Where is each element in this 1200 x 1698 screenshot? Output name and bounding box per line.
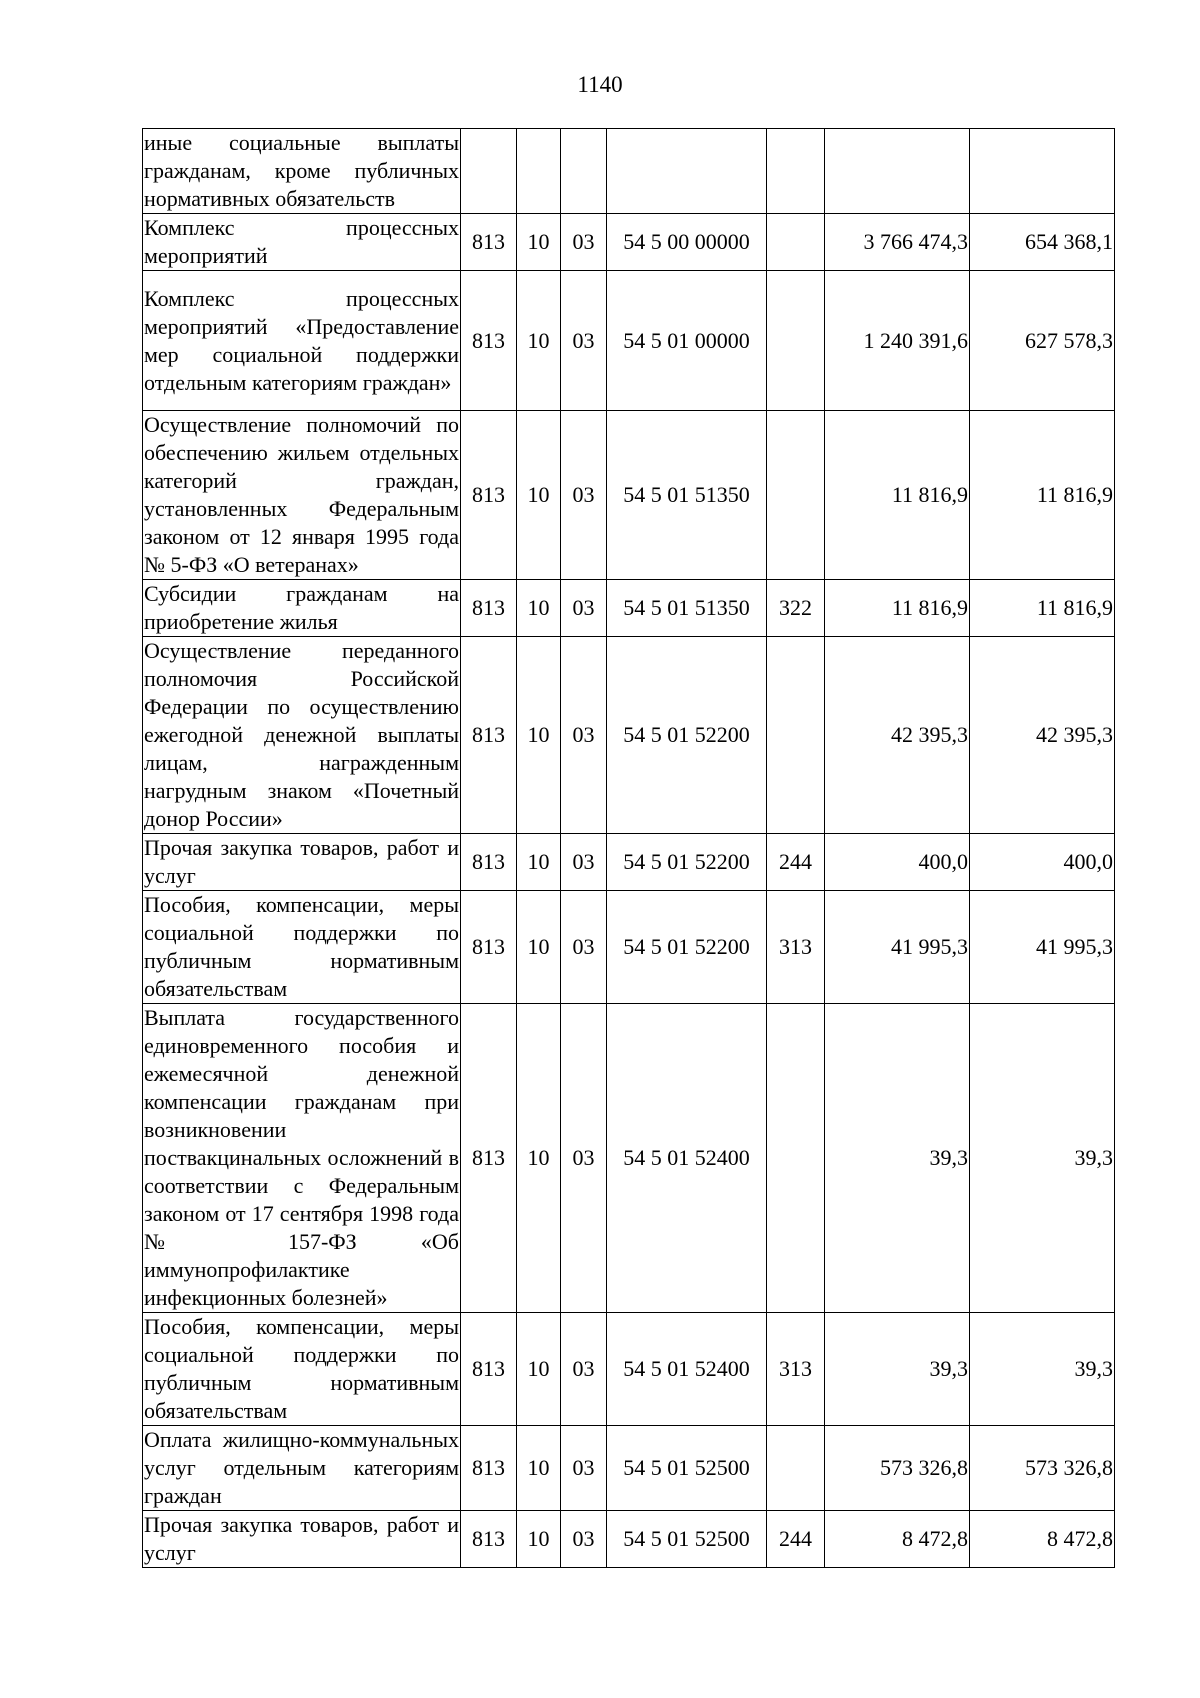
ved-code: 813 <box>461 580 517 637</box>
amount-1: 1 240 391,6 <box>825 271 970 411</box>
expense-type-code: 313 <box>767 1313 825 1426</box>
target-article-code: 54 5 01 52200 <box>607 891 767 1004</box>
section-code <box>517 129 561 214</box>
target-article-code: 54 5 01 51350 <box>607 411 767 580</box>
ved-code: 813 <box>461 1004 517 1313</box>
amount-2: 39,3 <box>970 1313 1115 1426</box>
target-article-code: 54 5 01 52500 <box>607 1511 767 1568</box>
ved-code: 813 <box>461 1313 517 1426</box>
section-code: 10 <box>517 271 561 411</box>
row-name: Прочая закупка товаров, работ и услуг <box>143 1511 461 1568</box>
section-code: 10 <box>517 411 561 580</box>
row-name: Осуществление переданного полномочия Российской Федерации по осуществлению ежегодной денежной выплаты лицам, награжденным нагрудным знаком «Почетный донор России» <box>143 637 461 834</box>
section-code: 10 <box>517 214 561 271</box>
target-article-code: 54 5 01 52200 <box>607 834 767 891</box>
expense-type-code: 313 <box>767 891 825 1004</box>
target-article-code: 54 5 00 00000 <box>607 214 767 271</box>
budget-table <box>142 128 1115 1568</box>
amount-2: 11 816,9 <box>970 580 1115 637</box>
row-name: Комплекс процессных мероприятий «Предоставление мер социальной поддержки отдельным категориям граждан» <box>143 271 461 411</box>
row-name: Оплата жилищно-коммунальных услуг отдельным категориям граждан <box>143 1426 461 1511</box>
amount-1: 573 326,8 <box>825 1426 970 1511</box>
table-row <box>143 580 1115 637</box>
subsection-code: 03 <box>561 1511 607 1568</box>
amount-1: 39,3 <box>825 1004 970 1313</box>
ved-code: 813 <box>461 1511 517 1568</box>
amount-2: 627 578,3 <box>970 271 1115 411</box>
table-row <box>143 411 1115 580</box>
section-code: 10 <box>517 834 561 891</box>
row-name: Осуществление полномочий по обеспечению жильем отдельных категорий граждан, установленных Федеральным законом от 12 января 1995 года № 5-ФЗ «О ветеранах» <box>143 411 461 580</box>
section-code: 10 <box>517 637 561 834</box>
amount-2: 573 326,8 <box>970 1426 1115 1511</box>
amount-1: 42 395,3 <box>825 637 970 834</box>
section-code: 10 <box>517 1004 561 1313</box>
ved-code: 813 <box>461 637 517 834</box>
subsection-code: 03 <box>561 1004 607 1313</box>
subsection-code: 03 <box>561 214 607 271</box>
subsection-code <box>561 129 607 214</box>
section-code: 10 <box>517 1511 561 1568</box>
subsection-code: 03 <box>561 580 607 637</box>
target-article-code: 54 5 01 52400 <box>607 1004 767 1313</box>
subsection-code: 03 <box>561 891 607 1004</box>
section-code: 10 <box>517 1426 561 1511</box>
expense-type-code <box>767 1004 825 1313</box>
row-name: Субсидии гражданам на приобретение жилья <box>143 580 461 637</box>
amount-2: 41 995,3 <box>970 891 1115 1004</box>
expense-type-code <box>767 271 825 411</box>
row-name: Выплата государственного единовременного пособия и ежемесячной денежной компенсации гражданам при возникновении поствакцинальных осложнений в соответствии с Федеральным законом от 17 сентября 1998 года № 157-ФЗ «Об иммунопрофилактике инфекционных болезней» <box>143 1004 461 1313</box>
amount-2: 8 472,8 <box>970 1511 1115 1568</box>
table-row <box>143 1511 1115 1568</box>
table-row <box>143 834 1115 891</box>
expense-type-code <box>767 637 825 834</box>
target-article-code: 54 5 01 52400 <box>607 1313 767 1426</box>
amount-1: 3 766 474,3 <box>825 214 970 271</box>
amount-1 <box>825 129 970 214</box>
section-code: 10 <box>517 1313 561 1426</box>
amount-1: 41 995,3 <box>825 891 970 1004</box>
expense-type-code: 244 <box>767 1511 825 1568</box>
amount-2: 400,0 <box>970 834 1115 891</box>
target-article-code <box>607 129 767 214</box>
page-number: 1140 <box>577 72 623 97</box>
amount-1: 400,0 <box>825 834 970 891</box>
table-row <box>143 637 1115 834</box>
ved-code <box>461 129 517 214</box>
amount-2: 11 816,9 <box>970 411 1115 580</box>
expense-type-code <box>767 129 825 214</box>
subsection-code: 03 <box>561 1313 607 1426</box>
ved-code: 813 <box>461 214 517 271</box>
ved-code: 813 <box>461 411 517 580</box>
expense-type-code <box>767 411 825 580</box>
table-row <box>143 1313 1115 1426</box>
ved-code: 813 <box>461 891 517 1004</box>
expense-type-code: 244 <box>767 834 825 891</box>
section-code: 10 <box>517 580 561 637</box>
table-row <box>143 129 1115 214</box>
subsection-code: 03 <box>561 271 607 411</box>
table-row <box>143 1004 1115 1313</box>
ved-code: 813 <box>461 834 517 891</box>
amount-2 <box>970 129 1115 214</box>
amount-1: 11 816,9 <box>825 411 970 580</box>
row-name: Пособия, компенсации, меры социальной поддержки по публичным нормативным обязательствам <box>143 1313 461 1426</box>
expense-type-code <box>767 214 825 271</box>
subsection-code: 03 <box>561 1426 607 1511</box>
subsection-code: 03 <box>561 411 607 580</box>
ved-code: 813 <box>461 271 517 411</box>
target-article-code: 54 5 01 00000 <box>607 271 767 411</box>
subsection-code: 03 <box>561 834 607 891</box>
table-row <box>143 214 1115 271</box>
table-row <box>143 891 1115 1004</box>
expense-type-code: 322 <box>767 580 825 637</box>
amount-1: 8 472,8 <box>825 1511 970 1568</box>
amount-1: 39,3 <box>825 1313 970 1426</box>
ved-code: 813 <box>461 1426 517 1511</box>
amount-2: 42 395,3 <box>970 637 1115 834</box>
row-name: иные социальные выплаты гражданам, кроме публичных нормативных обязательств <box>143 129 461 214</box>
amount-1: 11 816,9 <box>825 580 970 637</box>
expense-type-code <box>767 1426 825 1511</box>
section-code: 10 <box>517 891 561 1004</box>
target-article-code: 54 5 01 51350 <box>607 580 767 637</box>
row-name: Комплекс процессных мероприятий <box>143 214 461 271</box>
target-article-code: 54 5 01 52500 <box>607 1426 767 1511</box>
amount-2: 39,3 <box>970 1004 1115 1313</box>
table-row <box>143 271 1115 411</box>
row-name: Пособия, компенсации, меры социальной поддержки по публичным нормативным обязательствам <box>143 891 461 1004</box>
row-name: Прочая закупка товаров, работ и услуг <box>143 834 461 891</box>
target-article-code: 54 5 01 52200 <box>607 637 767 834</box>
subsection-code: 03 <box>561 637 607 834</box>
amount-2: 654 368,1 <box>970 214 1115 271</box>
table-row <box>143 1426 1115 1511</box>
